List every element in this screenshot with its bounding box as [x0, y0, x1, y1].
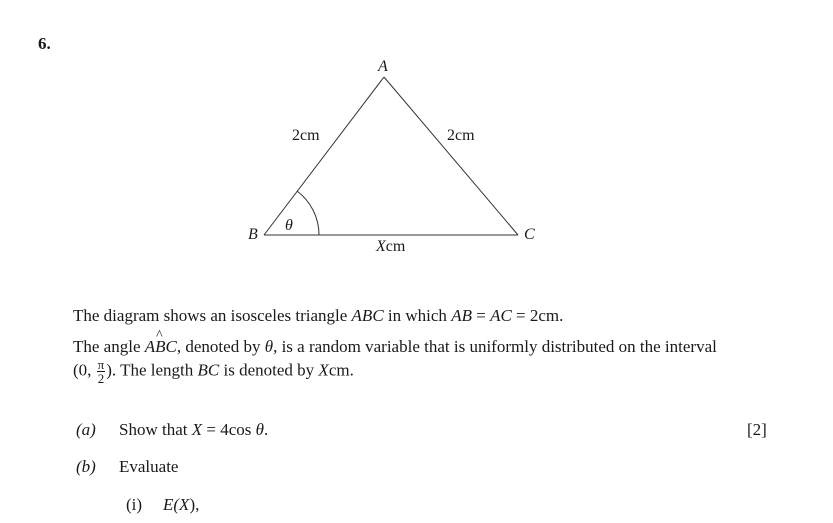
side-ab	[264, 77, 384, 235]
side-ab-label: 2cm	[292, 127, 320, 144]
vertex-b-label: B	[248, 226, 258, 243]
angle-arc	[297, 191, 319, 235]
part-b-text: Evaluate	[119, 457, 179, 476]
part-a-marks: [2]	[747, 420, 767, 439]
part-a-text: Show that X = 4cos θ.	[119, 420, 269, 439]
intro-line-1: The diagram shows an isosceles triangle ABC in which AB = AC = 2cm.	[73, 306, 564, 325]
pi-over-2-fraction: $\frac{\pi}{2}$	[97, 357, 105, 386]
vertex-a-label: A	[378, 58, 388, 75]
subpart-i-text: E(X),	[163, 495, 200, 514]
subpart-i-label: (i)	[126, 495, 143, 514]
angle-theta-label: θ	[285, 217, 293, 234]
side-ac-label: 2cm	[447, 127, 475, 144]
part-b-label: (b)	[76, 457, 96, 476]
side-ac	[384, 77, 518, 235]
part-a-label: (a)	[76, 420, 96, 439]
intro-line-2: The angle A^ BC, denoted by θ, is a random variable that is uniformly distributed on the interval	[73, 337, 717, 357]
side-bc-label: Xcm	[376, 238, 406, 255]
question-number: 6.	[38, 34, 51, 53]
intro-line-3: (0, $\frac{\pi}{2}$ ). The length BC is denoted by Xcm.	[73, 357, 354, 386]
vertex-c-label: C	[524, 226, 535, 243]
